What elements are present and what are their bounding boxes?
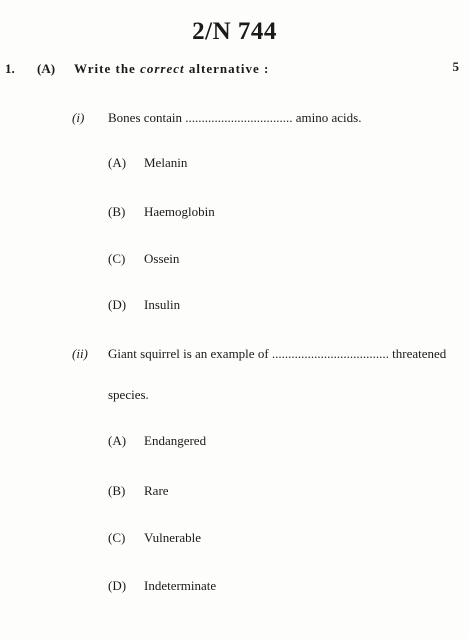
option-text: Melanin — [144, 155, 188, 170]
subquestion-number: (ii) — [72, 346, 88, 361]
subquestion-stem-line1: Giant squirrel is an example of .................................... threatened — [108, 346, 447, 361]
question-part: (A) — [37, 61, 56, 76]
subquestion-stem: Bones contain ................................. amino acids. — [108, 110, 362, 125]
option-text: Haemoglobin — [144, 204, 215, 219]
question-marks: 5 — [452, 59, 459, 74]
option-text: Indeterminate — [144, 578, 217, 593]
option-letter: (C) — [108, 530, 126, 545]
instruction-pre: Write the — [74, 61, 141, 76]
page-title: 2/N 744 — [192, 18, 277, 45]
option-text: Endangered — [144, 433, 207, 448]
option-letter: (B) — [108, 483, 126, 498]
option-letter: (A) — [108, 155, 127, 170]
option-letter: (D) — [108, 297, 127, 312]
subquestion-number: (i) — [72, 110, 85, 125]
subquestion-stem-line2: species. — [108, 387, 149, 402]
option-letter: (C) — [108, 251, 126, 266]
option-text: Vulnerable — [144, 530, 201, 545]
option-text: Insulin — [144, 297, 181, 312]
option-text: Ossein — [144, 251, 180, 266]
option-letter: (D) — [108, 578, 127, 593]
option-letter: (A) — [108, 433, 127, 448]
question-instruction — [74, 61, 269, 77]
option-text: Rare — [144, 483, 169, 498]
instruction-post: alternative : — [184, 61, 270, 76]
instruction-emphasis: correct — [140, 61, 185, 76]
question-number: 1. — [5, 61, 15, 76]
option-letter: (B) — [108, 204, 126, 219]
